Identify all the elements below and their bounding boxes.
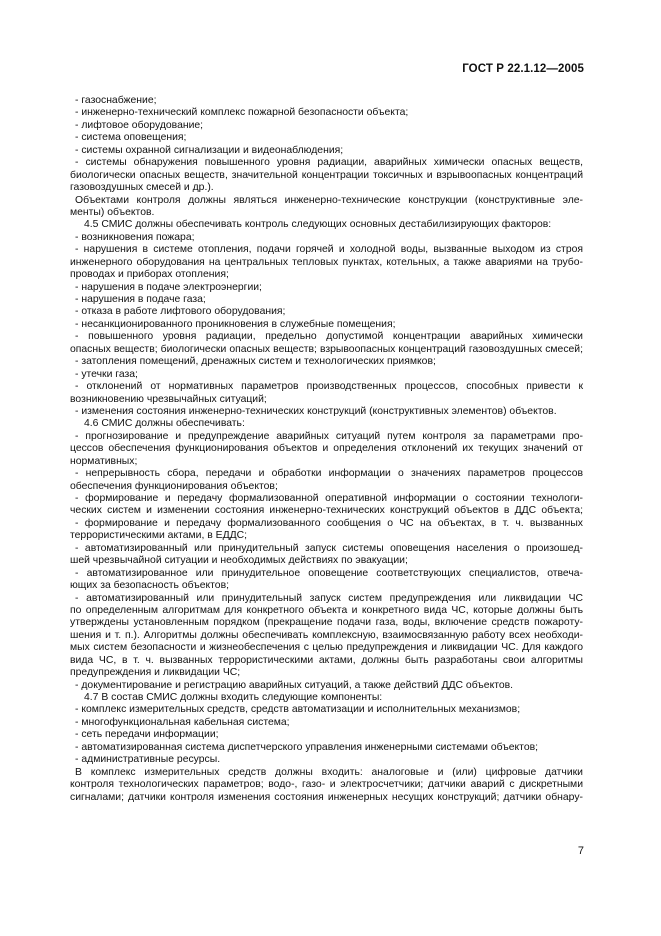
text-line: - комплекс измерительных средств, средств автоматизации и исполнительных механизмов; — [75, 704, 521, 716]
text-line: - системы обнаружения повышенного уровня радиации, аварийных химически опасных веществ, — [75, 157, 583, 169]
text-line: утверждены установленным порядком (прекращение подачи газа, воды, включение средств пожароту- — [70, 617, 583, 629]
text-line: - утечки газа; — [75, 368, 138, 380]
text-line: - административные ресурсы. — [75, 754, 221, 766]
text-line: шения и т. п.). Алгоритмы должны обеспечивать комплексную, взаимосвязанную работу всех необходи- — [70, 629, 583, 641]
text-line: В комплекс измерительных средств должны входить: аналоговые и (или) цифровые датчики — [75, 766, 583, 778]
text-line: по определенным алгоритмам для конкретного объекта и конкретного вида ЧС, которые должны быть — [70, 604, 583, 616]
text-line: - системы охранной сигнализации и видеонаблюдения; — [75, 144, 344, 156]
text-line: - несанкционированного проникновения в служебные помещения; — [75, 318, 396, 330]
text-line: ческих систем и изменении состояния инженерно-технических конструкций объектов в ДДС объекта; — [70, 505, 583, 517]
text-line: - непрерывность сбора, передачи и обработки информации о значениях параметров процессов — [75, 468, 583, 480]
text-line: - сеть передачи информации; — [75, 729, 219, 741]
text-line: мых систем безопасности и жизнеобеспечения с целью предупреждения и ликвидации ЧС. Для каждого — [70, 642, 583, 654]
text-line: - инженерно-технический комплекс пожарной безопасности объекта; — [75, 107, 409, 119]
text-line: обеспечения функционирования объектов; — [70, 480, 278, 492]
text-line: Объектами контроля должны являться инженерно-технические конструкции (конструктивные эле- — [75, 194, 583, 206]
text-line: - автоматизированная система диспетчерского управления инженерными системами объектов; — [75, 741, 539, 753]
text-line: возникновению чрезвычайных ситуаций; — [70, 393, 267, 405]
text-line: - формирование и передачу формализованной оперативной информации о состоянии технологи- — [75, 493, 583, 504]
text-line: опасных веществ; биологически опасных веществ; взрывоопасных концентраций газовоздушных смесей; — [70, 343, 583, 355]
text-line: - автоматизированное или принудительное оповещение соответствующих специалистов, отвеча- — [75, 567, 583, 579]
text-line: менты) объектов. — [70, 206, 155, 218]
text-line: - лифтовое оборудование; — [75, 119, 204, 131]
text-line: - возникновения пожара; — [75, 231, 195, 243]
text-line: проводах и приборах отопления; — [70, 269, 229, 281]
text-line: - прогнозирование и предупреждение аварийных ситуаций путем контроля за параметрами про- — [75, 430, 583, 442]
text-line: 4.7 В состав СМИС должны входить следующие компоненты: — [84, 692, 383, 703]
text-line: - формирование и передачу формализованного сообщения о ЧС на объектах, в т. ч. вызванных — [75, 517, 583, 529]
text-line: ющих за безопасность объектов; — [70, 580, 229, 592]
text-line: - автоматизированный или принудительный запуск систем предупреждения или ликвидации ЧС — [75, 592, 583, 604]
text-line: цессов обеспечения функционирования объектов и определения отклонений их текущих значений от — [70, 443, 583, 455]
text-line: - повышенного уровня радиации, предельно допустимой концентрации аварийных химически — [75, 331, 583, 343]
text-line: - многофункциональная кабельная система; — [75, 716, 290, 728]
text-line: - отказа в работе лифтового оборудования; — [75, 306, 286, 318]
text-line: - документирование и регистрацию аварийных ситуаций, а также действий ДДС объектов. — [75, 679, 514, 691]
text-line: шей чрезвычайной ситуации и необходимых действиях по эвакуации; — [70, 555, 408, 567]
text-line: нормативных; — [70, 455, 138, 467]
page-number: 7 — [577, 845, 584, 857]
text-line: биологически опасных веществ, значительной концентрации токсичных и взрывоопасных концентраций — [70, 169, 583, 181]
text-line: 4.5 СМИС должны обеспечивать контроль следующих основных дестабилизирующих факторов: — [84, 219, 552, 231]
text-line: - нарушения в системе отопления, подачи горячей и холодной воды, вызванные выходом из строя — [75, 244, 583, 256]
document-body — [70, 95, 583, 804]
text-line: инженерного оборудования на центральных тепловых пунктах, котельных, а также авариями на трубо- — [70, 256, 583, 268]
text-line: - нарушения в подаче электроэнергии; — [75, 281, 262, 293]
text-line: предупреждения и ликвидации ЧС; — [70, 667, 241, 679]
text-line: контроля технологических параметров; водо-, газо- и электросчетчики; датчики аварий с дискретными — [70, 779, 583, 791]
text-line: 4.6 СМИС должны обеспечивать: — [84, 418, 245, 430]
text-line: газовоздушных смесей и др.). — [70, 182, 214, 194]
text-line: - газоснабжение; — [75, 95, 157, 106]
text-line: - отклонений от нормативных параметров производственных процессов, способных привести к — [75, 381, 583, 393]
text-line: - автоматизированный или принудительный запуск системы оповещения населения о произошед- — [75, 542, 583, 554]
document-header — [0, 63, 584, 75]
text-line: - изменения состояния инженерно-технических конструкций (конструктивных элементов) объектов. — [75, 405, 557, 417]
text-line: террористическими актами, в ЕДДС; — [70, 530, 248, 542]
text-line: - нарушения в подаче газа; — [75, 294, 206, 305]
text-line: вида ЧС, в т. ч. вызванных террористическими актами, должны быть разработаны свои алгоритмы — [70, 654, 583, 666]
text-line: - система оповещения; — [75, 132, 187, 144]
text-line: - затопления помещений, дренажных систем и технологических приямков; — [75, 356, 436, 368]
standard-code: ГОСТ Р 22.1.12—2005 — [462, 63, 584, 75]
text-line: сигналами; датчики контроля изменения состояния инженерных несущих конструкций; датчики обнару- — [70, 791, 583, 803]
